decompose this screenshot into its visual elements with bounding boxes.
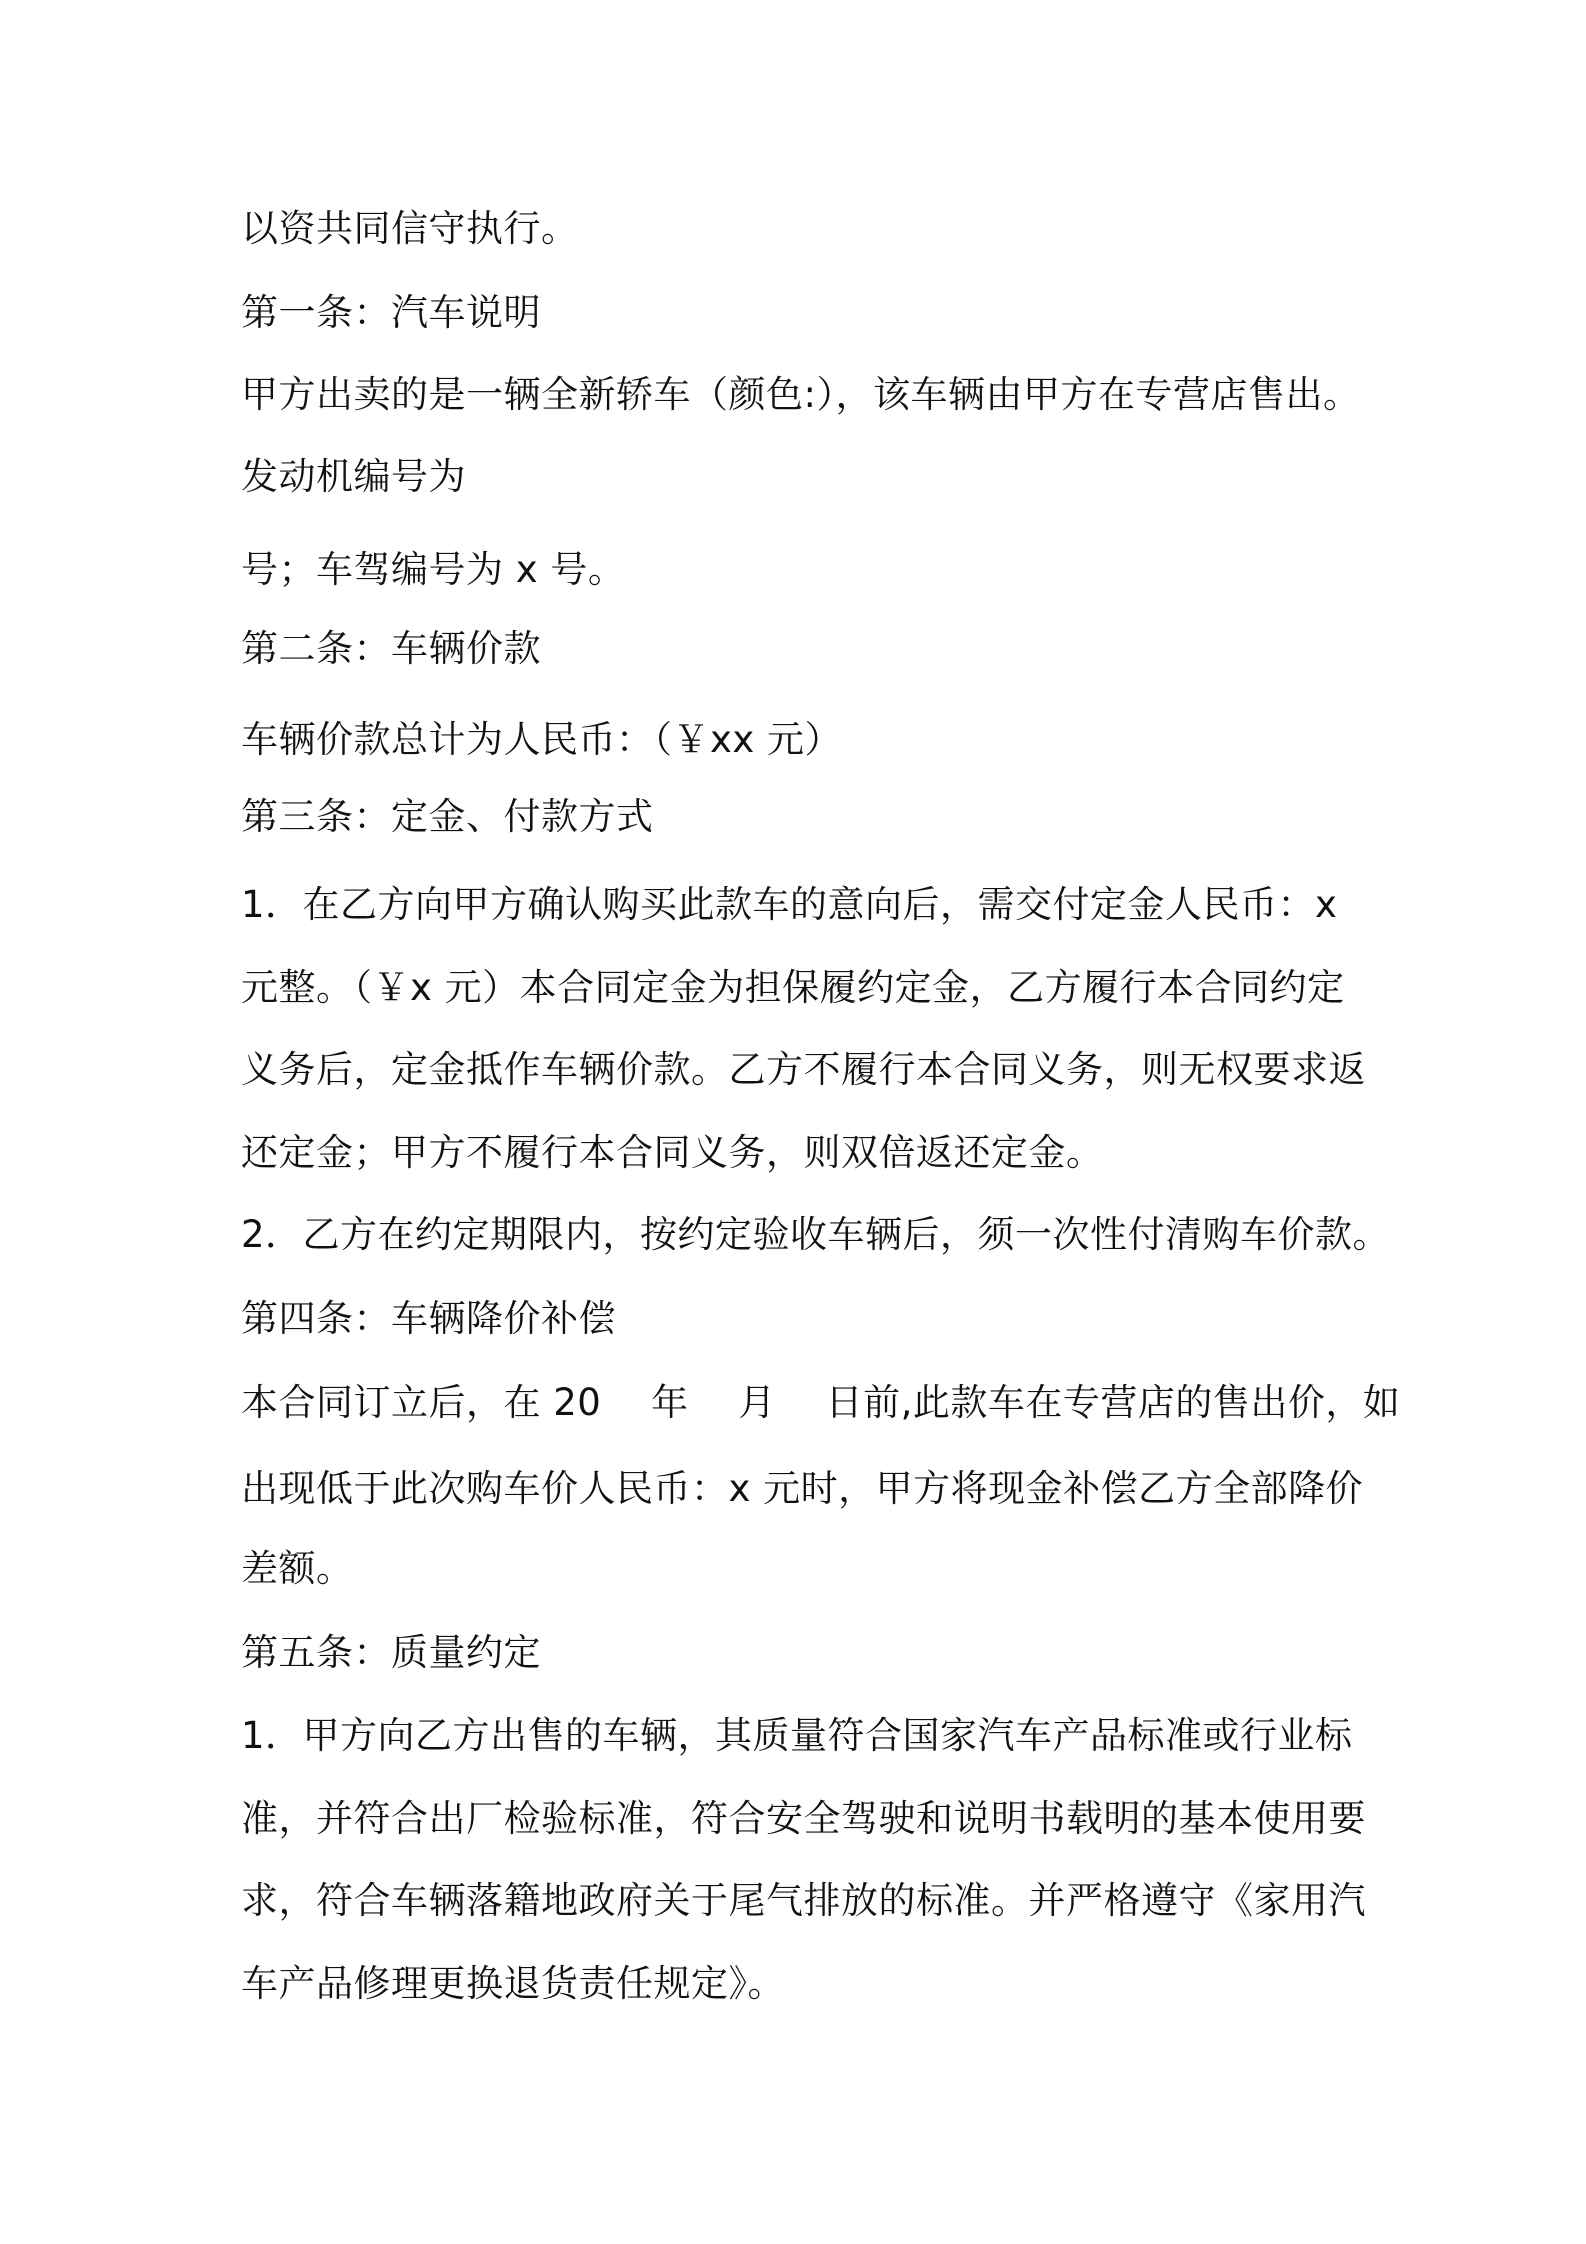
article-heading: 第五条：质量约定 bbox=[241, 1631, 541, 1674]
text-line: 出现低于此次购车价人民币：x 元时，甲方将现金补偿乙方全部降价 bbox=[241, 1467, 1364, 1510]
text-line: 车产品修理更换退货责任规定》。 bbox=[241, 1962, 785, 2005]
text-line: 发动机编号为 bbox=[241, 455, 466, 498]
article-heading: 第四条：车辆降价补偿 bbox=[241, 1297, 616, 1340]
text-line: 元整。（￥x 元）本合同定金为担保履约定金，乙方履行本合同约定 bbox=[241, 966, 1345, 1009]
text-line: 差额。 bbox=[241, 1547, 354, 1590]
text-line: 准，并符合出厂检验标准，符合安全驾驶和说明书载明的基本使用要 bbox=[241, 1797, 1366, 1840]
article-heading: 第一条：汽车说明 bbox=[241, 291, 541, 334]
text-line: 号；车驾编号为 x 号。 bbox=[241, 548, 626, 591]
text-line: 本合同订立后，在 20 年 月 日前,此款车在专营店的售出价，如 bbox=[241, 1381, 1401, 1424]
text-line: 1．甲方向乙方出售的车辆，其质量符合国家汽车产品标准或行业标 bbox=[241, 1714, 1353, 1757]
text-line: 还定金；甲方不履行本合同义务，则双倍返还定金。 bbox=[241, 1131, 1104, 1174]
text-line: 甲方出卖的是一辆全新轿车（颜色:），该车辆由甲方在专营店售出。 bbox=[241, 373, 1361, 416]
text-line: 以资共同信守执行。 bbox=[241, 207, 579, 250]
text-line: 车辆价款总计为人民币：（￥xx 元） bbox=[241, 718, 843, 761]
text-line: 求，符合车辆落籍地政府关于尾气排放的标准。并严格遵守《家用汽 bbox=[241, 1879, 1366, 1922]
article-heading: 第三条：定金、付款方式 bbox=[241, 795, 654, 838]
text-line: 1．在乙方向甲方确认购买此款车的意向后，需交付定金人民币：x bbox=[241, 883, 1338, 926]
article-heading: 第二条：车辆价款 bbox=[241, 627, 541, 670]
text-line: 2．乙方在约定期限内，按约定验收车辆后，须一次性付清购车价款。 bbox=[241, 1213, 1391, 1256]
text-line: 义务后，定金抵作车辆价款。乙方不履行本合同义务，则无权要求返 bbox=[241, 1048, 1366, 1091]
